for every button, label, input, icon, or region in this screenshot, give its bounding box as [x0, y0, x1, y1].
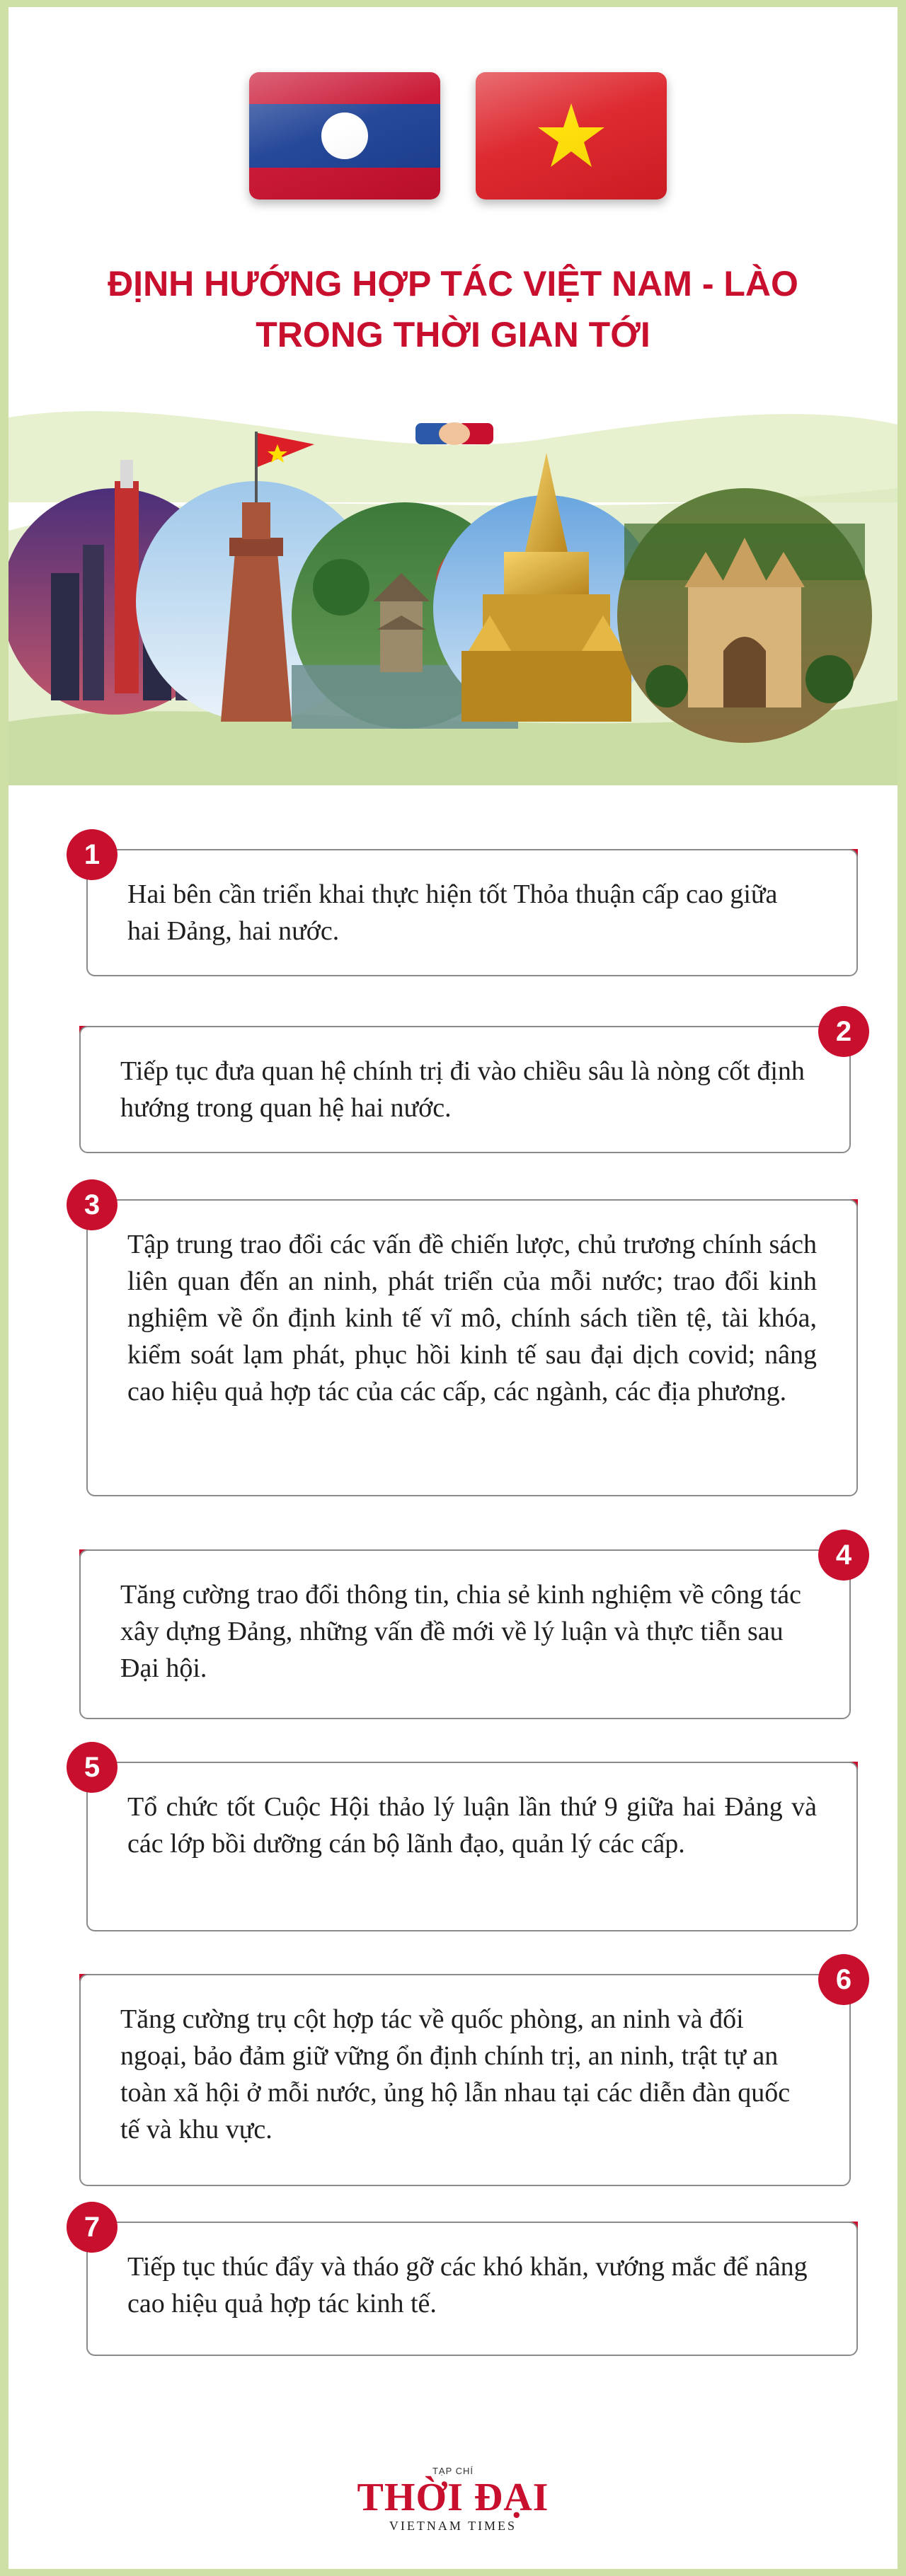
list-item-5: [79, 1752, 858, 1931]
item-number-badge: 4: [818, 1530, 869, 1581]
page-title: [8, 258, 898, 360]
list-item-1: [79, 839, 858, 983]
item-text: Hai bên cần triển khai thực hiện tốt Thỏa thuận cấp cao giữa hai Đảng, hai nước.: [127, 879, 778, 946]
item-number-badge: 6: [818, 1954, 869, 2005]
item-number-badge: 3: [67, 1179, 117, 1230]
logo-small-text: TẠP CHÍ: [432, 2466, 474, 2476]
list-item-4: [79, 1540, 858, 1719]
list-item-3: [79, 1189, 858, 1496]
list-item-6: [79, 1964, 858, 2186]
handshake-icon: [415, 422, 493, 445]
logo-main-text: THỜI ĐẠI: [357, 2476, 549, 2519]
item-number-badge: 2: [818, 1006, 869, 1057]
title-line-1: ĐỊNH HƯỚNG HỢP TÁC VIỆT NAM - LÀO: [108, 264, 798, 304]
item-text: Tiếp tục thúc đẩy và tháo gỡ các khó khăn, vướng mắc để nâng cao hiệu quả hợp tác kinh tế.: [127, 2252, 808, 2318]
item-text: Tăng cường trao đổi thông tin, chia sẻ kinh nghiệm về công tác xây dựng Đảng, những vấn đề mới về lý luận và thực tiễn sau Đại hội.: [120, 1580, 801, 1683]
item-text: Tập trung trao đổi các vấn đề chiến lược, chủ trương chính sách liên quan đến an ninh, phát triển của mỗi nước; trao đổi kinh nghiệm về ổn định kinh tế vĩ mô, chính sách tiền tệ, tài khóa, kiểm soát lạm phát, phục hồi kinh tế sau đại dịch covid; nâng cao hiệu quả hợp tác của các cấp, các ngành, các địa phương.: [127, 1230, 817, 1407]
publisher-logo: [8, 2466, 898, 2534]
item-number-badge: 7: [67, 2202, 117, 2253]
title-line-2: TRONG THỜI GIAN TỚI: [256, 315, 650, 354]
infographic-page: [8, 7, 898, 2569]
item-text: Tổ chức tốt Cuộc Hội thảo lý luận lần thứ 9 giữa hai Đảng và các lớp bồi dưỡng cán bộ lãnh đạo, quản lý các cấp.: [127, 1792, 817, 1859]
item-number-badge: 5: [67, 1742, 117, 1793]
laos-flag: [249, 72, 440, 200]
vietnam-flag: [476, 72, 667, 200]
list-item-2: [79, 1016, 858, 1160]
item-text: Tăng cường trụ cột hợp tác về quốc phòng, an ninh và đối ngoại, bảo đảm giữ vững ổn định chính trị, an ninh, trật tự an toàn xã hội ở mỗi nước, ủng hộ lẫn nhau tại các diễn đàn quốc tế và khu vực.: [120, 2004, 791, 2144]
logo-sub-text: VIETNAM TIMES: [389, 2519, 517, 2533]
landmarks-illustration: [8, 389, 898, 785]
list-item-7: [79, 2212, 858, 2356]
item-number-badge: 1: [67, 829, 117, 880]
item-text: Tiếp tục đưa quan hệ chính trị đi vào chiều sâu là nòng cốt định hướng trong quan hệ hai nước.: [120, 1056, 805, 1123]
